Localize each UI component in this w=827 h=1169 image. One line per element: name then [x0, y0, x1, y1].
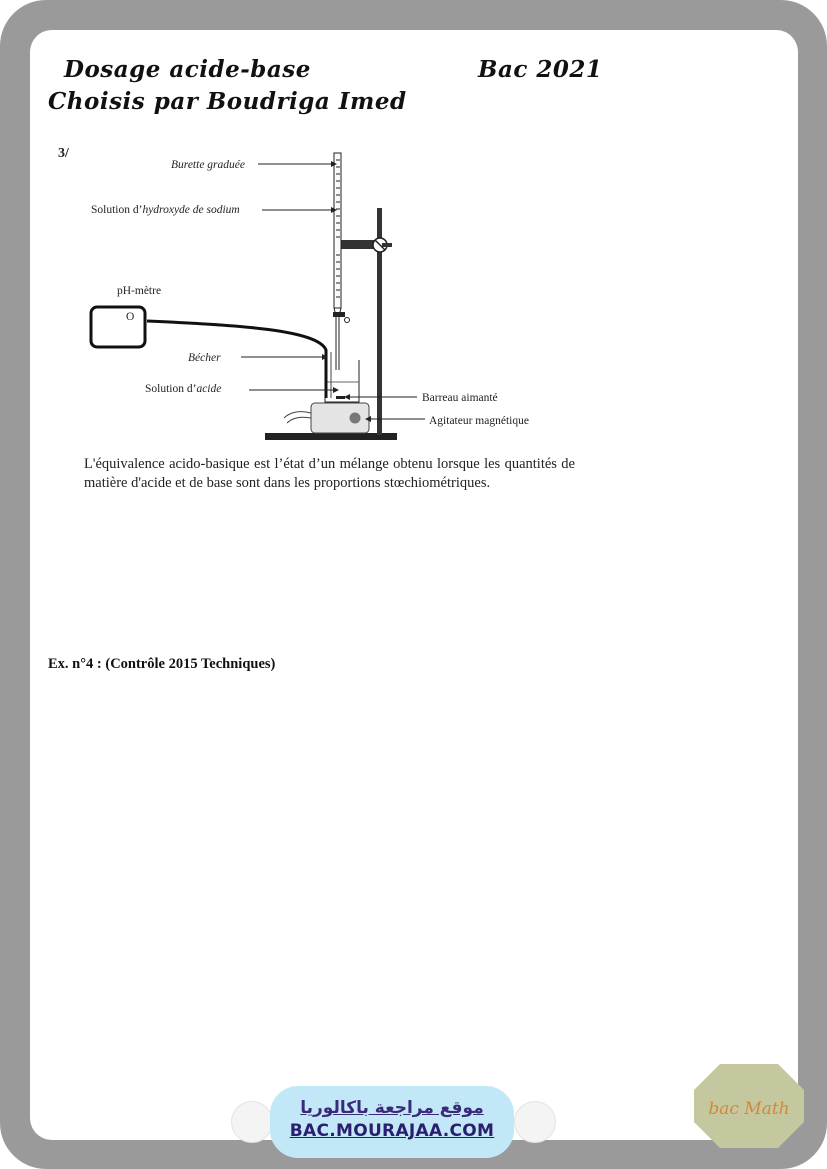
author-line: Choisis par Boudriga Imed [48, 88, 407, 115]
bac-math-badge [690, 1062, 808, 1150]
sodium-hydroxide-label [91, 204, 240, 216]
stopcock [333, 312, 345, 317]
site-logo-icon [231, 1101, 273, 1143]
question-number: 3/ [58, 146, 69, 161]
titration-diagram [0, 0, 827, 460]
acid-solution-label [145, 383, 221, 395]
stirrer-label: Agitateur magnétique [429, 415, 529, 427]
ph-meter-display: O [126, 311, 135, 323]
burette [334, 153, 341, 370]
stir-bar [336, 396, 345, 399]
site-url[interactable]: BAC.MOURAJAA.COM [289, 1121, 495, 1141]
document-title: Dosage acide-base [64, 56, 311, 83]
site-logo-icon [514, 1101, 556, 1143]
site-banner[interactable] [270, 1086, 514, 1158]
burette-label: Burette graduée [171, 159, 245, 171]
exam-year: Bac 2021 [478, 56, 603, 83]
solution-prefix: Solution d’ [91, 204, 143, 216]
stirrer-knob [350, 413, 361, 424]
site-name-arabic[interactable]: موقع مراجعة باكالوريا [300, 1098, 484, 1118]
becher-label: Bécher [188, 352, 221, 364]
badge-text: bac Math [708, 1099, 790, 1119]
hydroxide-text: hydroxyde de sodium [142, 204, 240, 216]
equivalence-definition: L'équivalence acido-basique est l’état d’un mélange obtenu lorsque les quantités de matière d'acide et de base sont dans les proportions stœchiométriques. [84, 456, 575, 491]
exercise-title: Ex. n°4 : (Contrôle 2015 Techniques) [48, 656, 276, 672]
beaker [325, 360, 359, 402]
acid-text: acide [196, 383, 222, 395]
acid-prefix: Solution d’ [145, 383, 197, 395]
ph-meter-box [91, 307, 145, 347]
stir-bar-label: Barreau aimanté [422, 392, 498, 404]
ph-meter-label: pH-mètre [117, 285, 162, 297]
